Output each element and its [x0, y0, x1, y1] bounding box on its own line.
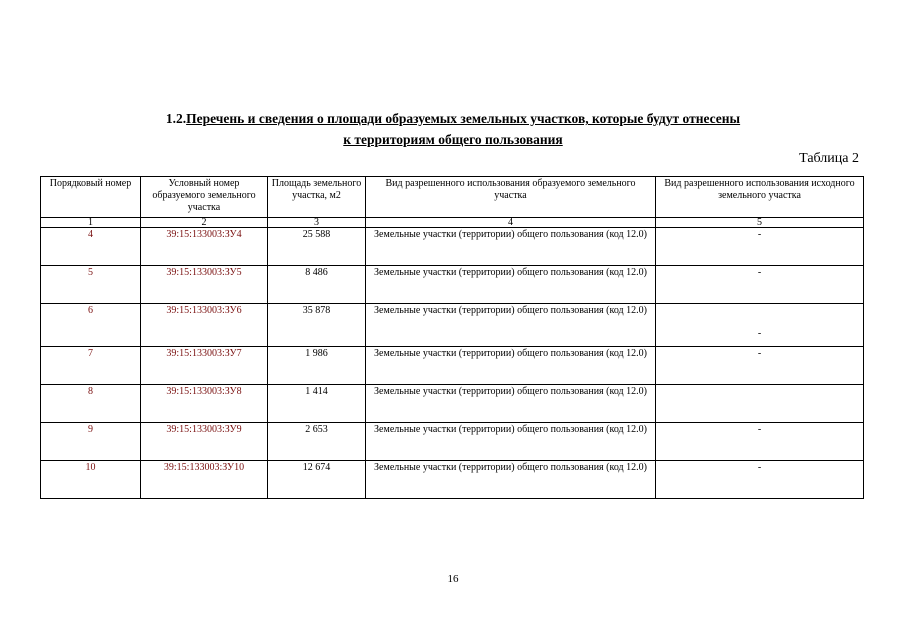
parcel-area: 2 653: [268, 423, 366, 461]
parcel-id: 39:15:133003:ЗУ10: [141, 461, 268, 499]
parcel-id: 39:15:133003:ЗУ5: [141, 266, 268, 304]
header-order-number: Порядковый номер: [41, 177, 141, 218]
permitted-use: Земельные участки (территории) общего пользования (код 12.0): [366, 423, 656, 461]
table-row: [41, 347, 864, 385]
row-number: 7: [41, 347, 141, 385]
heading-number: 1.2.: [165, 111, 187, 126]
column-number: 2: [141, 218, 268, 228]
original-use: -: [656, 461, 864, 499]
table-row: [41, 304, 864, 347]
heading-line-1: [0, 108, 906, 129]
header-parcel-id: Условный номер образуемого земельного участка: [141, 177, 268, 218]
column-number: 1: [41, 218, 141, 228]
parcel-area: 35 878: [268, 304, 366, 347]
original-use: -: [656, 347, 864, 385]
parcel-id: 39:15:133003:ЗУ4: [141, 228, 268, 266]
heading-text-1: Перечень и сведения о площади образуемых земельных участков, которые будут отнесены: [186, 111, 741, 126]
original-use: -: [656, 423, 864, 461]
row-number: 8: [41, 385, 141, 423]
parcel-area: 1 414: [268, 385, 366, 423]
header-original-use: Вид разрешенного использования исходного земельного участка: [656, 177, 864, 218]
permitted-use: Земельные участки (территории) общего пользования (код 12.0): [366, 347, 656, 385]
original-use: [656, 385, 864, 423]
table-row: [41, 461, 864, 499]
column-number: 3: [268, 218, 366, 228]
table-row: [41, 385, 864, 423]
original-use: -: [656, 304, 864, 347]
column-number-row: [41, 218, 864, 228]
table-row: [41, 423, 864, 461]
table-row: [41, 228, 864, 266]
parcel-id: 39:15:133003:ЗУ9: [141, 423, 268, 461]
table-row: [41, 266, 864, 304]
original-use: -: [656, 228, 864, 266]
table-header-row: [41, 177, 864, 218]
parcel-id: 39:15:133003:ЗУ7: [141, 347, 268, 385]
permitted-use: Земельные участки (территории) общего пользования (код 12.0): [366, 385, 656, 423]
parcel-id: 39:15:133003:ЗУ8: [141, 385, 268, 423]
table-caption: Таблица 2: [799, 151, 859, 166]
row-number: 9: [41, 423, 141, 461]
heading-line-2: [0, 129, 906, 150]
section-heading: [0, 108, 906, 150]
original-use: -: [656, 266, 864, 304]
column-number: 4: [366, 218, 656, 228]
permitted-use: Земельные участки (территории) общего пользования (код 12.0): [366, 266, 656, 304]
permitted-use: Земельные участки (территории) общего пользования (код 12.0): [366, 461, 656, 499]
row-number: 4: [41, 228, 141, 266]
parcels-table: [40, 176, 864, 499]
row-number: 5: [41, 266, 141, 304]
parcel-area: 12 674: [268, 461, 366, 499]
row-number: 10: [41, 461, 141, 499]
permitted-use: Земельные участки (территории) общего пользования (код 12.0): [366, 304, 656, 347]
permitted-use: Земельные участки (территории) общего пользования (код 12.0): [366, 228, 656, 266]
header-permitted-use: Вид разрешенного использования образуемого земельного участка: [366, 177, 656, 218]
parcel-area: 8 486: [268, 266, 366, 304]
heading-text-2: к территориям общего пользования: [343, 132, 563, 147]
page-number: 16: [447, 573, 459, 585]
parcel-area: 25 588: [268, 228, 366, 266]
parcel-area: 1 986: [268, 347, 366, 385]
column-number: 5: [656, 218, 864, 228]
header-area: Площадь земельного участка, м2: [268, 177, 366, 218]
row-number: 6: [41, 304, 141, 347]
parcel-id: 39:15:133003:ЗУ6: [141, 304, 268, 347]
